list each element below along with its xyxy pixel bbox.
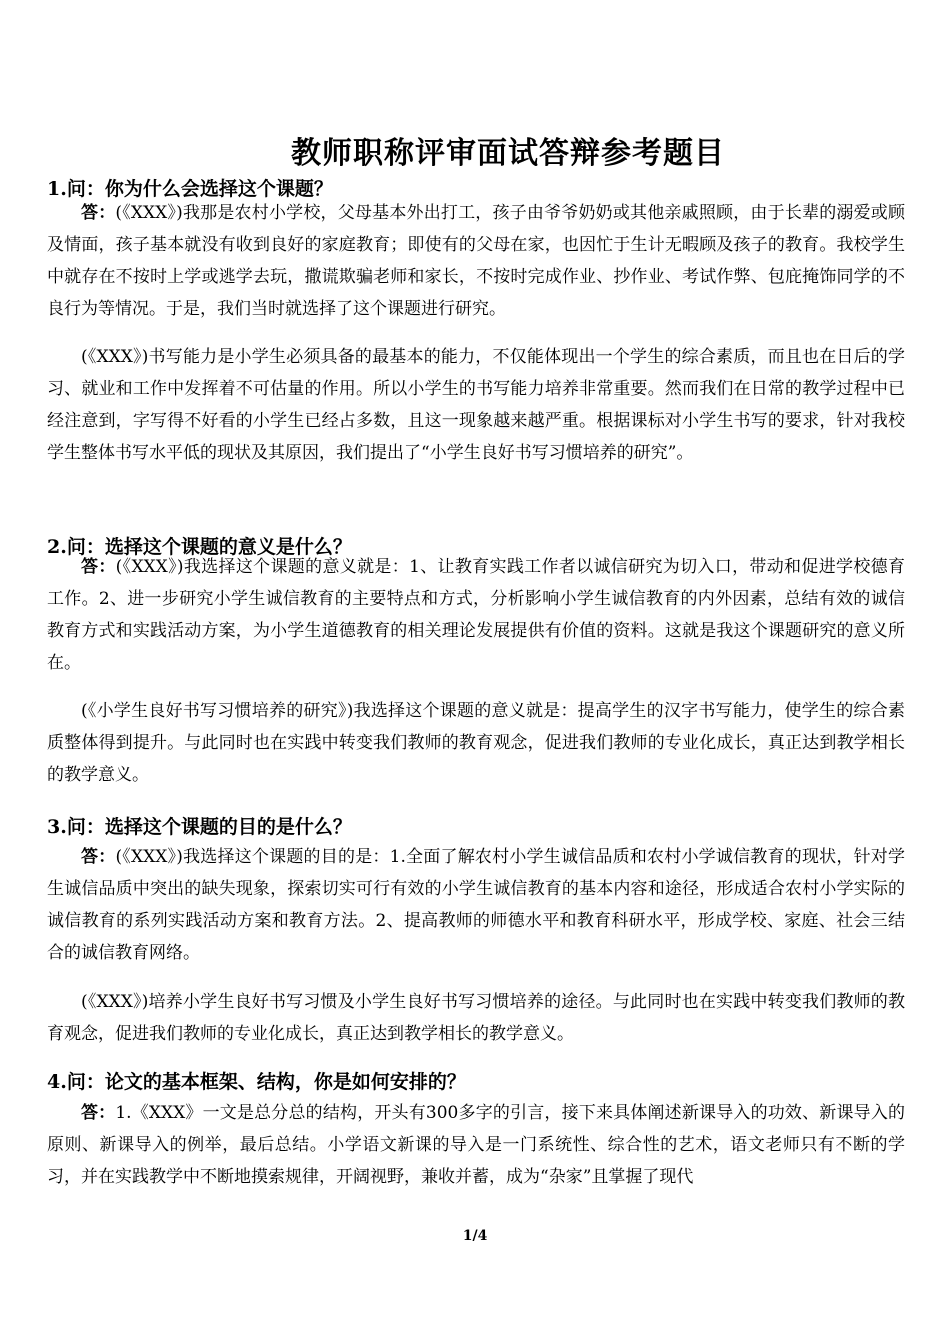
answer-lead: 答：: [81, 1103, 116, 1123]
answer-text: (《XXX》)我那是农村小学校，父母基本外出打工，孩子由爷爷奶奶或其他亲戚照顾，由于长辈的溺爱或顾及情面，孩子基本就没有收到良好的家庭教育；即使有的父母在家，也因忙于生计无暇顾及孩子的教育。我校学生中就存在不按时上学或逃学去玩，撒谎欺骗老师和家长，不按时完成作业、抄作业、考试作弊、包庇掩饰同学的不良行为等情况。于是，我们当时就选择了这个课题进行研究。: [47, 203, 906, 319]
page-current: 1: [462, 1228, 473, 1244]
question-4: 4.问：论文的基本框架、结构，你是如何安排的？: [47, 1071, 466, 1093]
page-separator: /: [472, 1228, 478, 1244]
answer-lead: 答：: [81, 203, 116, 223]
answer-3-paragraph-1: [47, 841, 905, 969]
question-3: 3.问：选择这个课题的目的是什么？: [47, 816, 352, 838]
answer-text: (《小学生良好书写习惯培养的研究》)我选择这个课题的意义就是：提高学生的汉字书写能力，使学生的综合素质整体得到提升。与此同时也在实践中转变我们教师的教育观念，促进我们教师的专业化成长，真正达到教学相长的教学意义。: [47, 701, 905, 785]
answer-4-paragraph-1: [47, 1097, 905, 1193]
answer-text: (《XXX》)我选择这个课题的目的是：1.全面了解农村小学生诚信品质和农村小学诚信教育的现状，针对学生诚信品质中突出的缺失现象，探索切实可行有效的小学生诚信教育的基本内容和途径，形成适合农村小学实际的诚信教育的系列实践活动方案和教育方法。2、提高教师的师德水平和教育科研水平，形成学校、家庭、社会三结合的诚信教育网络。: [47, 847, 906, 963]
answer-text: (《XXX》)培养小学生良好书写习惯及小学生良好书写习惯培养的途径。与此同时也在实践中转变我们教师的教育观念，促进我们教师的专业化成长，真正达到教学相长的教学意义。: [47, 992, 905, 1044]
page-total: 4: [477, 1228, 488, 1244]
answer-2-paragraph-1: [47, 551, 905, 679]
answer-lead: 答：: [81, 847, 116, 867]
page-number: [0, 1228, 950, 1244]
page-title: 教师职称评审面试答辩参考题目: [291, 136, 725, 171]
question-2: 2.问：选择这个课题的意义是什么？: [47, 536, 352, 558]
answer-text: (《XXX》)我选择这个课题的意义就是：1、让教育实践工作者以诚信研究为切入口，带动和促进学校德育工作。2、进一步研究小学生诚信教育的主要特点和方式，分析影响小学生诚信教育的内外因素，总结有效的诚信教育方式和实践活动方案，为小学生道德教育的相关理论发展提供有价值的资料。这就是我这个课题研究的意义所在。: [47, 557, 906, 673]
answer-lead: 答：: [81, 557, 116, 577]
answer-2-paragraph-2: [47, 695, 905, 791]
question-1: 1.问：你为什么会选择这个课题？: [47, 178, 333, 200]
answer-text: 1.《XXX》一文是总分总的结构，开头有300多字的引言，接下来具体阐述新课导入的功效、新课导入的原则、新课导入的例举，最后总结。小学语文新课的导入是一门系统性、综合性的艺术，语文老师只有不断的学习，并在实践教学中不断地摸索规律，开阔视野，兼收并蓄，成为“杂家”且掌握了现代: [47, 1103, 905, 1187]
answer-1-paragraph-2: [47, 341, 905, 469]
answer-1-paragraph-1: [47, 197, 905, 325]
answer-text: (《XXX》)书写能力是小学生必须具备的最基本的能力，不仅能体现出一个学生的综合素质，而且也在日后的学习、就业和工作中发挥着不可估量的作用。所以小学生的书写能力培养非常重要。然而我们在日常的教学过程中已经注意到，字写得不好看的小学生已经占多数，且这一现象越来越严重。根据课标对小学生书写的要求，针对我校学生整体书写水平低的现状及其原因，我们提出了“小学生良好书写习惯培养的研究”。: [47, 347, 905, 463]
answer-3-paragraph-2: [47, 986, 905, 1050]
